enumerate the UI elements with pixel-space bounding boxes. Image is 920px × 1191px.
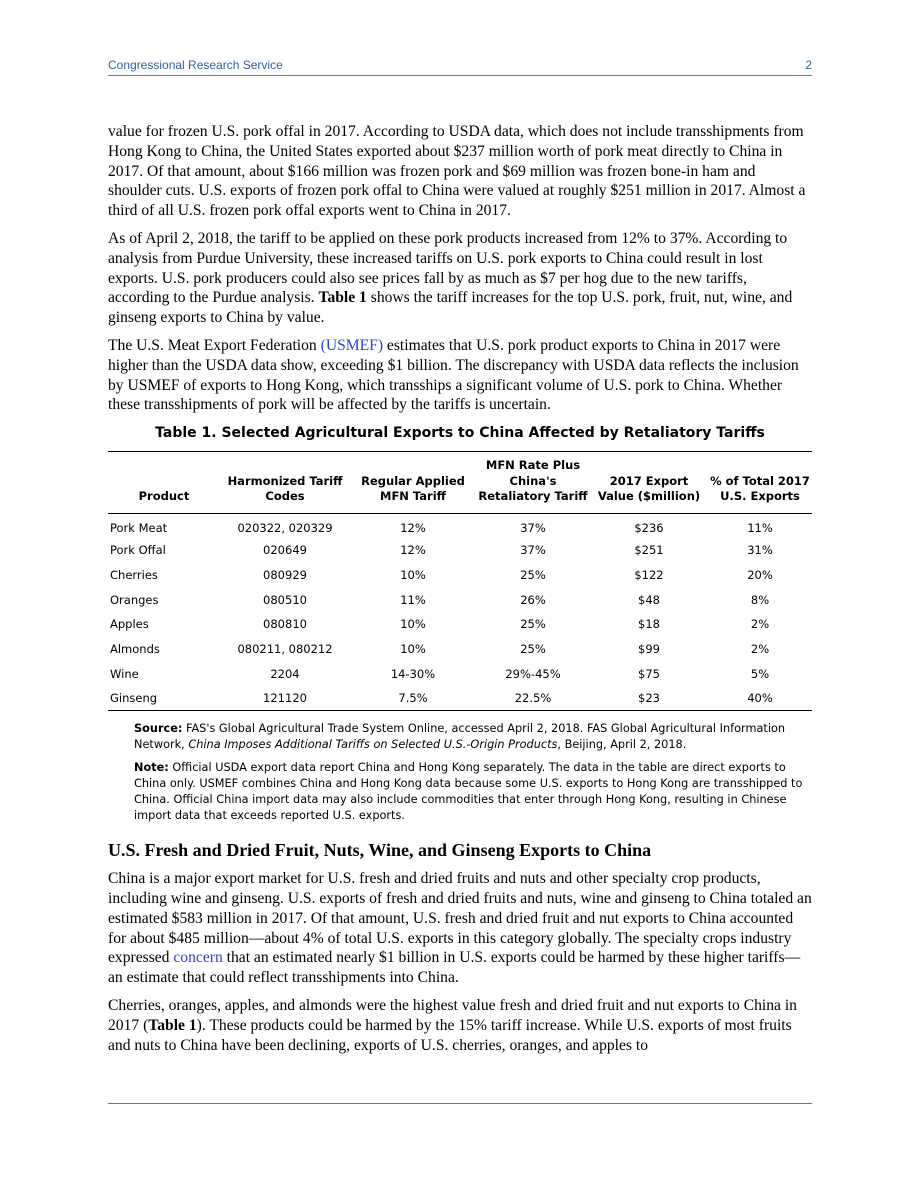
cell-export-value: $18 <box>638 617 660 632</box>
cell-pct-exports: 40% <box>747 691 773 706</box>
paragraph-3-text-a: The U.S. Meat Export Federation <box>108 336 321 354</box>
cell-tariff-codes: 080929 <box>263 567 307 582</box>
paragraph-2 <box>108 229 812 328</box>
col-header-tariff-codes: Harmonized Tariff Codes <box>227 473 343 504</box>
cell-export-value: $75 <box>638 666 660 681</box>
cell-mfn-tariff: 12% <box>400 543 426 558</box>
table-caption: Table 1. Selected Agricultural Exports to China Affected by Retaliatory Tariffs <box>155 425 765 442</box>
footer-rule <box>108 1103 812 1104</box>
cell-export-value: $236 <box>634 520 664 535</box>
paragraph-1: value for frozen U.S. pork offal in 2017. According to USDA data, which does not include transshipments from Hong Kong to China, the United States exported about $237 million worth of pork meat directly to China in 2017. Of that amount, about $166 million was frozen pork and $69 million was frozen bone-in ham and shoulder cuts. U.S. exports of frozen pork offal to China were valued at roughly $251 million in 2017. Almost a third of all U.S. frozen pork offal exports went to China in 2017. <box>108 123 806 220</box>
cell-pct-exports: 20% <box>747 567 773 582</box>
usmef-link[interactable]: (USMEF) <box>320 336 384 354</box>
paragraph-5-text-a: Cherries, oranges, apples, and almonds were the highest value fresh and dried fruit and nut exports to China in 2017 ( <box>108 996 797 1034</box>
col-header-retaliatory-tariff: MFN Rate Plus China's Retaliatory Tariff <box>478 458 588 504</box>
cell-mfn-tariff: 10% <box>400 567 426 582</box>
cell-mfn-tariff: 12% <box>400 520 426 535</box>
cell-product: Oranges <box>110 592 159 607</box>
col-header-mfn-tariff: Regular Applied MFN Tariff <box>361 473 465 504</box>
table-row <box>108 612 812 637</box>
cell-mfn-tariff: 10% <box>400 641 426 656</box>
cell-tariff-codes: 080211, 080212 <box>237 641 333 656</box>
table-row <box>108 637 812 662</box>
cell-export-value: $251 <box>634 543 664 558</box>
cell-retaliatory-tariff: 22.5% <box>514 691 552 706</box>
exports-table <box>108 451 812 711</box>
paragraph-5 <box>108 996 812 1055</box>
paragraph-4-text-a: China is a major export market for U.S. fresh and dried fruits and nuts and other specialty crop products, including wine and ginseng. U.S. exports of fresh and dried fruits and nuts, wine and ginseng to China totaled an estimated $583 million in 2017. Of that amount, U.S. fresh and dried fruit and nut exports to China accounted for about $485 million—about 4% of total U.S. exports in this category globally. The specialty crops industry expressed <box>108 870 812 967</box>
cell-export-value: $122 <box>634 567 664 582</box>
paragraph-2-text-b: shows the tariff increases for the top U.S. pork, fruit, nut, wine, and ginseng exports to China by value. <box>108 289 793 327</box>
cell-product: Wine <box>110 666 139 681</box>
header-org: Congressional Research Service <box>108 58 283 72</box>
paragraph-5-text-b: ). These products could be harmed by the 15% tariff increase. While U.S. exports of most fruits and nuts to China have been declining, exports of U.S. cherries, oranges, and apples to <box>108 1016 792 1054</box>
cell-tariff-codes: 020322, 020329 <box>237 520 333 535</box>
cell-product: Pork Meat <box>110 520 168 535</box>
table-row <box>108 538 812 563</box>
cell-pct-exports: 8% <box>750 592 770 607</box>
page-number: 2 <box>805 58 812 72</box>
source-report-title: China Imposes Additional Tariffs on Selected U.S.-Origin Products <box>188 738 558 752</box>
table-row <box>108 513 812 538</box>
col-header-product: Product <box>138 489 190 504</box>
table-row <box>108 661 812 686</box>
cell-export-value: $99 <box>638 641 660 656</box>
cell-mfn-tariff: 10% <box>400 617 426 632</box>
table-body <box>108 513 812 711</box>
table-row <box>108 563 812 588</box>
cell-tariff-codes: 080810 <box>263 617 307 632</box>
cell-tariff-codes: 121120 <box>263 691 307 706</box>
note-text: Official USDA export data report China and Hong Kong separately. The data in the table are direct exports to China only. USMEF combines China and Hong Kong data because some U.S. exports to Hong Kong are transshipped to China. Official China import data may also include commodities that enter through Hong Kong, resulting in Chinese import data that exceeds reported U.S. exports. <box>134 761 803 823</box>
cell-retaliatory-tariff: 37% <box>520 520 546 535</box>
table-note <box>134 760 812 824</box>
cell-product: Ginseng <box>110 691 158 706</box>
cell-pct-exports: 2% <box>750 641 770 656</box>
source-text-b: , Beijing, April 2, 2018. <box>557 738 687 752</box>
cell-export-value: $23 <box>638 691 660 706</box>
source-label: Source: <box>134 722 183 736</box>
paragraph-4-text-b: that an estimated nearly $1 billion in U.S. exports could be harmed by these higher tariffs—an estimate that could reflect transshipments into China. <box>108 949 801 987</box>
concern-link[interactable]: concern <box>173 949 223 967</box>
table-notes <box>134 721 812 824</box>
cell-retaliatory-tariff: 29%-45% <box>505 666 561 681</box>
table-1-reference: Table 1 <box>318 289 367 307</box>
paragraph-2-text-a: As of April 2, 2018, the tariff to be applied on these pork products increased from 12% to 37%. According to analysis from Purdue University, these increased tariffs on U.S. pork exports to China could result in lost exports. U.S. pork producers could also see prices fall by as much as $7 per hog due to the new tariffs, according to the Purdue analysis. <box>108 229 788 307</box>
cell-product: Cherries <box>110 567 158 582</box>
cell-retaliatory-tariff: 25% <box>520 617 546 632</box>
cell-pct-exports: 5% <box>750 666 770 681</box>
cell-retaliatory-tariff: 25% <box>520 641 546 656</box>
section-heading: U.S. Fresh and Dried Fruit, Nuts, Wine, and Ginseng Exports to China <box>108 840 652 861</box>
main-content <box>108 122 812 1063</box>
cell-product: Almonds <box>110 641 160 656</box>
paragraph-3 <box>108 336 812 415</box>
cell-tariff-codes: 2204 <box>270 666 300 681</box>
cell-retaliatory-tariff: 25% <box>520 567 546 582</box>
cell-pct-exports: 2% <box>750 617 770 632</box>
paragraph-4 <box>108 869 812 988</box>
note-label: Note: <box>134 761 169 775</box>
table-row <box>108 686 812 711</box>
cell-tariff-codes: 080510 <box>263 592 307 607</box>
paragraph-3-text-b: estimates that U.S. pork product exports to China in 2017 were higher than the USDA data show, exceeding $1 billion. The discrepancy with USDA data reflects the inclusion by USMEF of exports to Hong Kong, which transships a significant volume of U.S. pork to China. Whether these transshipments of pork will be affected by the tariffs is uncertain. <box>108 336 799 414</box>
cell-export-value: $48 <box>638 592 660 607</box>
table-1-reference: Table 1 <box>148 1016 197 1034</box>
col-header-pct-exports: % of Total 2017 U.S. Exports <box>710 473 810 504</box>
source-note <box>134 721 812 753</box>
cell-mfn-tariff: 14-30% <box>390 666 436 681</box>
cell-mfn-tariff: 7.5% <box>398 691 428 706</box>
cell-product: Apples <box>110 617 149 632</box>
table-header-row <box>108 452 812 514</box>
cell-pct-exports: 11% <box>747 520 773 535</box>
cell-mfn-tariff: 11% <box>400 592 426 607</box>
cell-retaliatory-tariff: 26% <box>520 592 546 607</box>
cell-tariff-codes: 020649 <box>263 543 307 558</box>
page-header <box>108 58 812 76</box>
source-text-a: FAS's Global Agricultural Trade System Online, accessed April 2, 2018. FAS Global Agricultural Information Network, <box>134 722 786 752</box>
cell-pct-exports: 31% <box>747 543 773 558</box>
cell-product: Pork Offal <box>110 543 166 558</box>
col-header-export-value: 2017 Export Value ($million) <box>597 473 701 504</box>
table-row <box>108 587 812 612</box>
cell-retaliatory-tariff: 37% <box>520 543 546 558</box>
